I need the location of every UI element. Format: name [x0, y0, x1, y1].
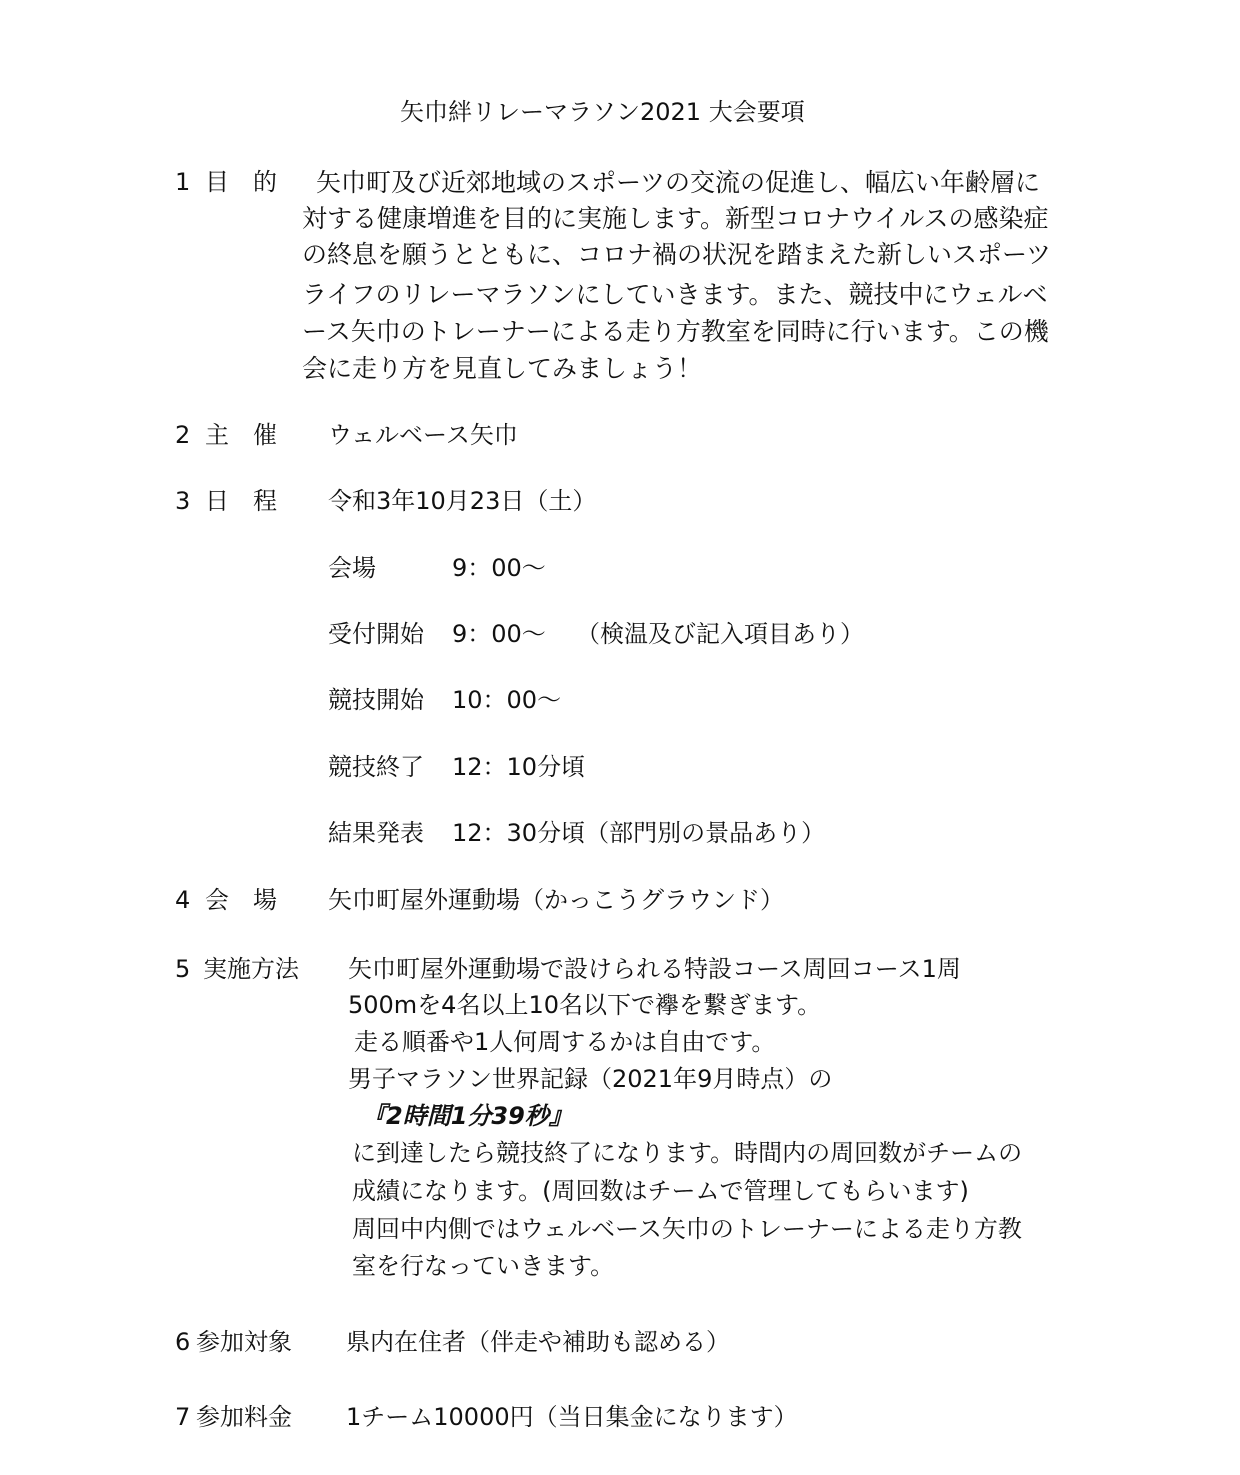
method-line: 周回中内側ではウェルベース矢巾のトレーナーによる走り方教 [352, 1215, 1022, 1243]
purpose-line: の終息を願うとともに、コロナ禍の状況を踏まえた新しいスポーツ [302, 240, 1052, 269]
section-4-number: 4 [175, 886, 191, 914]
section-3-label: 日 程 [205, 487, 277, 515]
schedule-item-time: 9：00～ [452, 620, 546, 648]
section-4-label: 会 場 [205, 886, 277, 914]
section-5-number: 5 [175, 955, 191, 983]
venue-value: 矢巾町屋外運動場（かっこうグラウンド） [328, 886, 784, 914]
method-line: 室を行なっていきます。 [352, 1252, 615, 1280]
section-2-number: 2 [175, 421, 191, 449]
method-line: に到達したら競技終了になります。時間内の周回数がチームの [352, 1139, 1023, 1167]
document-title: 矢巾絆リレーマラソン2021 大会要項 [400, 98, 805, 126]
method-line: 男子マラソン世界記録（2021年9月時点）の [348, 1065, 833, 1093]
purpose-line: ライフのリレーマラソンにしていきます。また、競技中にウェルベ [302, 280, 1048, 309]
purpose-line: 対する健康増進を目的に実施します。新型コロナウイルスの感染症 [302, 204, 1049, 233]
section-3-number: 3 [175, 487, 191, 515]
purpose-line: 会に走り方を見直してみましょう！ [302, 354, 703, 383]
world-record-time: 『2時間1分39秒』 [362, 1102, 573, 1130]
schedule-item-note: （検温及び記入項目あり） [576, 620, 864, 648]
schedule-item-name: 結果発表 [328, 819, 424, 847]
schedule-date: 令和3年10月23日（土） [328, 487, 597, 515]
purpose-line: ース矢巾のトレーナーによる走り方教室を同時に行います。この機 [302, 317, 1049, 346]
schedule-item-name: 会場 [328, 554, 376, 582]
method-line: 走る順番や1人何周するかは自由です。 [354, 1028, 776, 1056]
section-1-number: 1 [175, 168, 191, 196]
purpose-line: 矢巾町及び近郊地域のスポーツの交流の促進し、幅広い年齢層に [316, 168, 1041, 197]
fee-value: 1チーム10000円（当日集金になります） [346, 1403, 798, 1431]
section-5-label: 実施方法 [203, 955, 299, 983]
section-2-label: 主 催 [205, 421, 277, 449]
method-line: 矢巾町屋外運動場で設けられる特設コース周回コース1周 [348, 955, 961, 983]
section-1-label: 目 的 [205, 168, 277, 196]
schedule-item-name: 競技開始 [328, 686, 424, 714]
schedule-item-time: 12：10分頃 [452, 753, 586, 781]
section-7-number: 7 [175, 1403, 191, 1431]
method-line: 成績になります。(周回数はチームで管理してもらいます) [352, 1177, 969, 1205]
eligibility-value: 県内在住者（伴走や補助も認める） [346, 1328, 730, 1356]
section-6-label: 参加対象 [196, 1328, 292, 1356]
section-7-label: 参加料金 [196, 1403, 292, 1431]
organizer-value: ウェルベース矢巾 [328, 421, 518, 449]
schedule-item-name: 競技終了 [328, 753, 424, 781]
schedule-item-time: 9：00～ [452, 554, 546, 582]
section-6-number: 6 [175, 1328, 191, 1356]
schedule-item-time: 12：30分頃（部門別の景品あり） [452, 819, 826, 847]
schedule-item-name: 受付開始 [328, 620, 424, 648]
schedule-item-time: 10：00～ [452, 686, 562, 714]
method-line: 500mを4名以上10名以下で襷を繋ぎます。 [348, 991, 822, 1019]
